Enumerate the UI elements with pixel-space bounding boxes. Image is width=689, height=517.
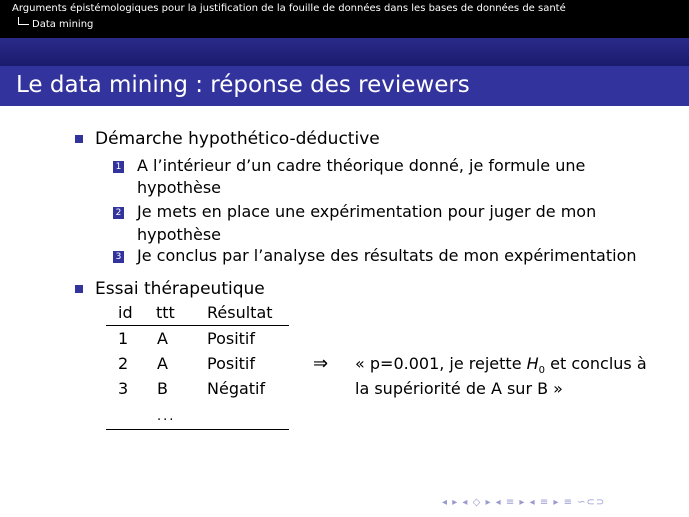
step-text-cont: hypothèse (137, 178, 221, 197)
step-text-cont: hypothèse (137, 225, 221, 244)
step-number: 3 (113, 251, 124, 263)
table-rule (106, 325, 289, 326)
presentation-title: Arguments épistémologiques pour la justification de la fouille de données dans les bases de données de santé (12, 3, 566, 14)
implies-arrow: ⇒ (313, 353, 329, 374)
table-cell: Positif (207, 329, 255, 348)
step-number: 2 (113, 207, 124, 219)
table-ellipsis: ... (157, 409, 176, 424)
step-text: A l’intérieur d’un cadre théorique donné, je formule une (137, 156, 586, 175)
quote-line-2: la supériorité de A sur B » (355, 379, 563, 398)
table-cell: A (157, 354, 168, 373)
table-cell: Positif (207, 354, 255, 373)
square-bullet-icon (75, 285, 83, 293)
table-header-result: Résultat (207, 303, 273, 322)
table-rule (106, 429, 289, 430)
item-label: Démarche hypothético-déductive (95, 129, 380, 149)
section-label: Data mining (32, 19, 94, 30)
table-cell: Négatif (207, 379, 266, 398)
table-header-id: id (118, 303, 133, 322)
table-header-ttt: ttt (156, 303, 175, 322)
table-cell: 1 (118, 329, 129, 348)
table-cell: 2 (118, 354, 129, 373)
beamer-navigation-controls[interactable]: ◂ ▸ ◂ ◇ ▸ ◂ ≡ ▸ ◂ ≡ ▸ ≡ ∽⊂⊃ (442, 497, 606, 508)
frame-title: Le data mining : réponse des reviewers (16, 72, 470, 98)
square-bullet-icon (75, 135, 83, 143)
step-text: Je conclus par l’analyse des résultats de mon expérimentation (137, 246, 637, 265)
table-cell: B (157, 379, 168, 398)
table-cell: A (157, 329, 168, 348)
table-cell: 3 (118, 379, 129, 398)
step-text: Je mets en place une expérimentation pour juger de mon (137, 202, 597, 221)
quote-line-1: « p=0.001, je rejette $H_0$ et conclus à (355, 354, 647, 377)
item-label: Essai thérapeutique (95, 279, 265, 299)
step-number: 1 (113, 161, 124, 173)
